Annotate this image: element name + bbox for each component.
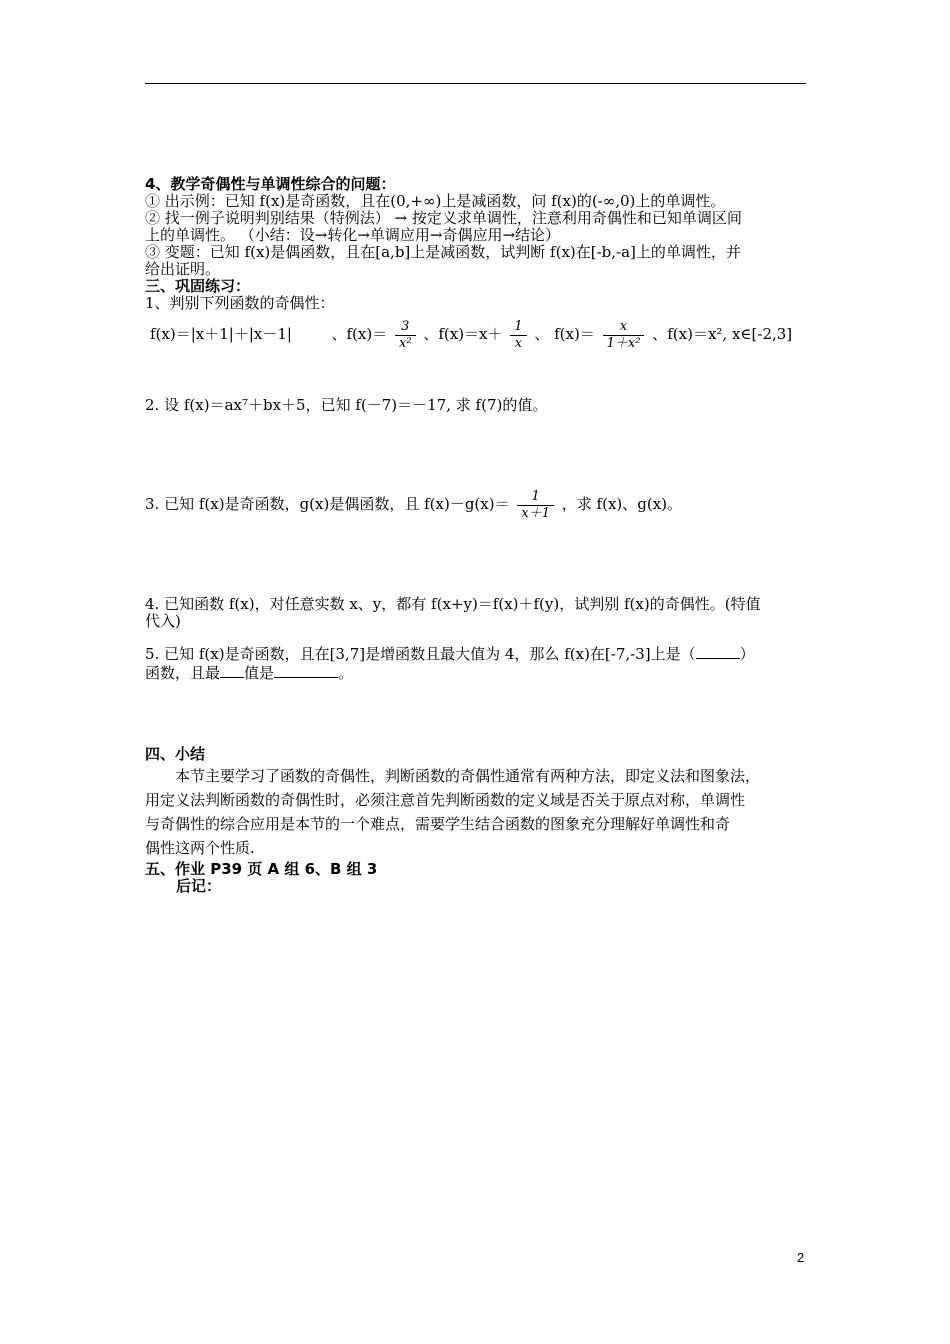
question-5-text: 5. 已知 f(x)是奇函数，且在[3,7]是增函数且最大值为 4，那么 f(x)在[-7,-3]上是（ [145, 645, 696, 663]
homework-heading: 五、作业 P39 页 A 组 6、B 组 3 [145, 860, 378, 878]
example-line-3: 上的单调性。 （小结：设→转化→单调应用→奇偶应用→结论） [145, 226, 561, 244]
summary-heading: 四、小结 [145, 745, 206, 763]
question-5-close-paren: ） [739, 645, 755, 663]
question-5-line-2 [145, 663, 353, 683]
question-5-period: 。 [338, 664, 354, 682]
question-3-text-end: ，求 f(x)、g(x)。 [561, 495, 683, 513]
separator: 、f(x)＝x＋ [423, 325, 503, 343]
section-4-heading: 4、教学奇偶性与单调性综合的问题： [145, 175, 396, 193]
example-line-5: 给出证明。 [145, 260, 221, 278]
fraction-3-over-x2: $\frac{3}{\text{x²}}$ [395, 319, 416, 352]
page-number: 2 [797, 1250, 805, 1265]
question-2: 2. 设 f(x)＝ax⁷＋bx＋5，已知 f(－7)＝－17, 求 f(7)的值。 [145, 396, 548, 414]
question-5-text-2: 函数，且最 [145, 664, 221, 682]
fraction-1-over-x: $\frac{1}{x}$ [510, 319, 526, 352]
separator: 、f(x)＝ [331, 325, 388, 343]
example-line-4: ③ 变题：已知 f(x)是偶函数，且在[a,b]上是减函数，试判断 f(x)在[-b,-a]上的单调性，并 [145, 243, 741, 261]
separator: 、f(x)＝x², x∈[-2,3] [652, 325, 793, 343]
question-3 [145, 482, 682, 526]
summary-paragraph-line-3: 与奇偶性的综合应用是本节的一个难点，需要学生结合函数的图象充分理解好单调性和奇 [145, 815, 731, 833]
summary-paragraph-line-1: 本节主要学习了函数的奇偶性，判断函数的奇偶性通常有两种方法，即定义法和图象法， [175, 767, 761, 785]
fraction-1-over-x-plus-1: $\frac{1}{x+1}$ [517, 489, 554, 522]
question-5-text-3: 值是 [244, 664, 275, 682]
function-1: f(x)＝|x＋1|＋|x－1| [150, 325, 292, 343]
question-3-text: 3. 已知 f(x)是奇函数，g(x)是偶函数，且 f(x)－g(x)＝ [145, 495, 510, 513]
question-4-line-1: 4. 已知函数 f(x)，对任意实数 x、y，都有 f(x+y)＝f(x)＋f(y)，试判别 f(x)的奇偶性。(特值 [145, 595, 761, 613]
example-line-1: ① 出示例：已知 f(x)是奇函数，且在(0,+∞)上是减函数，问 f(x)的(-∞,0)上的单调性。 [145, 192, 726, 210]
header-rule [145, 83, 806, 84]
afterword-label: 后记： [176, 877, 222, 895]
question-1: 1、判别下列函数的奇偶性： [145, 294, 335, 312]
answer-blank-1[interactable] [696, 644, 740, 659]
separator: 、 f(x)＝ [534, 325, 595, 343]
answer-blank-2[interactable] [220, 663, 244, 678]
summary-paragraph-line-4: 偶性这两个性质. [145, 839, 255, 857]
question-1-functions [150, 312, 792, 356]
fraction-x-over-1-plus-x2: $\frac{x}{\text{1＋x²}}$ [603, 319, 645, 352]
section-3-heading: 三、巩固练习： [145, 277, 251, 295]
summary-paragraph-line-2: 用定义法判断函数的奇偶性时，必须注意首先判断函数的定义域是否关于原点对称，单调性 [145, 791, 746, 809]
question-5-line-1 [145, 644, 755, 664]
question-4-line-2: 代入) [145, 612, 181, 630]
example-line-2: ② 找一例子说明判别结果（特例法） → 按定义求单调性，注意利用奇偶性和已知单调区间 [145, 209, 742, 227]
answer-blank-3[interactable] [274, 663, 338, 678]
